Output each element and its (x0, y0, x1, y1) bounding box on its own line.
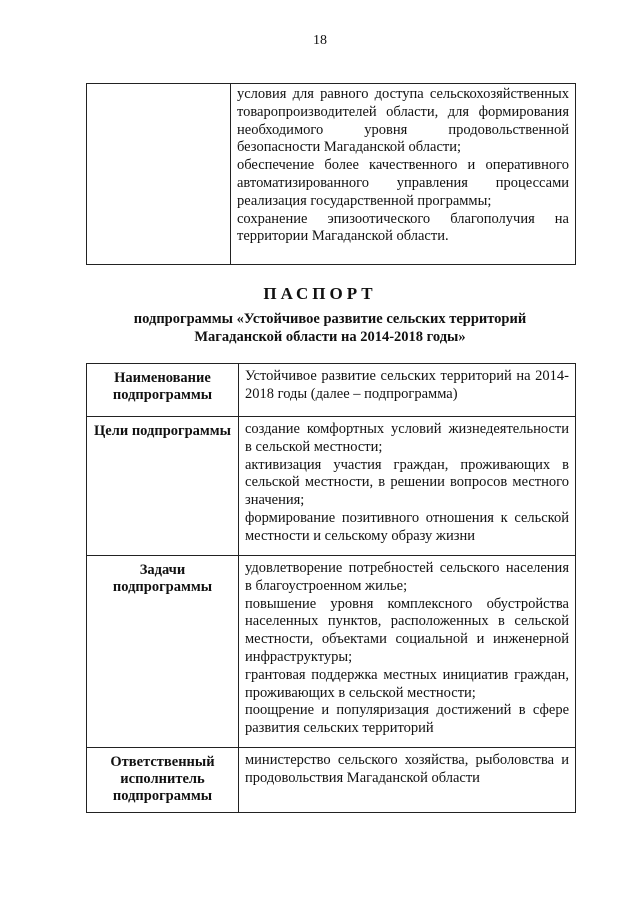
passport-table (86, 363, 576, 813)
empty-label-cell (87, 84, 231, 265)
list-item: поощрение и популяризация достижений в сфере развития сельских территорий (245, 702, 569, 737)
list-item: повышение уровня комплексного обустройства населенных пунктов, расположенных в сельской местности, объектами социальной и инженерной инфраструктуры; (245, 595, 569, 665)
list-item: удовлетворение потребностей сельского населения в благоустроенном жилье; (245, 560, 569, 594)
list-item: формирование позитивного отношения к сельской местности и сельскому образу жизни (245, 509, 569, 544)
row-label: Задачи подпрограммы (87, 556, 239, 748)
list-item: сохранение эпизоотического благополучия на территории Магаданской области. (237, 210, 569, 245)
table-row (87, 556, 576, 748)
table-row (87, 748, 576, 813)
list-item: Устойчивое развитие сельских территорий на 2014-2018 годы (далее – подпрограмма) (245, 368, 569, 402)
row-value (239, 556, 576, 748)
passport-subtitle: подпрограммы «Устойчивое развитие сельских территорий Магаданской области на 2014-2018 годы» (133, 311, 527, 345)
row-label: Ответственный исполнитель подпрограммы (87, 748, 239, 813)
row-label: Цели подпрограммы (87, 417, 239, 556)
list-item: условия для равного доступа сельскохозяйственных товаропроизводителей области, для формирования необходимого уровня продовольственной безопасности Магаданской области; (237, 86, 569, 156)
continuation-table (86, 83, 576, 265)
table-row (87, 84, 576, 265)
list-item: обеспечение более качественного и оперативного автоматизированного управления процессами реализация государственной программы; (237, 157, 569, 209)
list-item: активизация участия граждан, проживающих в сельской местности, в решении вопросов местного значения; (245, 456, 569, 509)
row-value (239, 364, 576, 417)
table-row (87, 364, 576, 417)
row-value (239, 748, 576, 813)
row-value (239, 417, 576, 556)
list-item: министерство сельского хозяйства, рыболовства и продовольствия Магаданской области (245, 752, 569, 786)
continuation-cell (231, 84, 576, 265)
page-number: 18 (313, 33, 327, 48)
table-row (87, 417, 576, 556)
row-label: Наименование подпрограммы (87, 364, 239, 417)
passport-title: ПАСПОРТ (263, 284, 377, 303)
list-item: грантовая поддержка местных инициатив граждан, проживающих в сельской местности; (245, 666, 569, 701)
list-item: создание комфортных условий жизнедеятельности в сельской местности; (245, 421, 569, 455)
